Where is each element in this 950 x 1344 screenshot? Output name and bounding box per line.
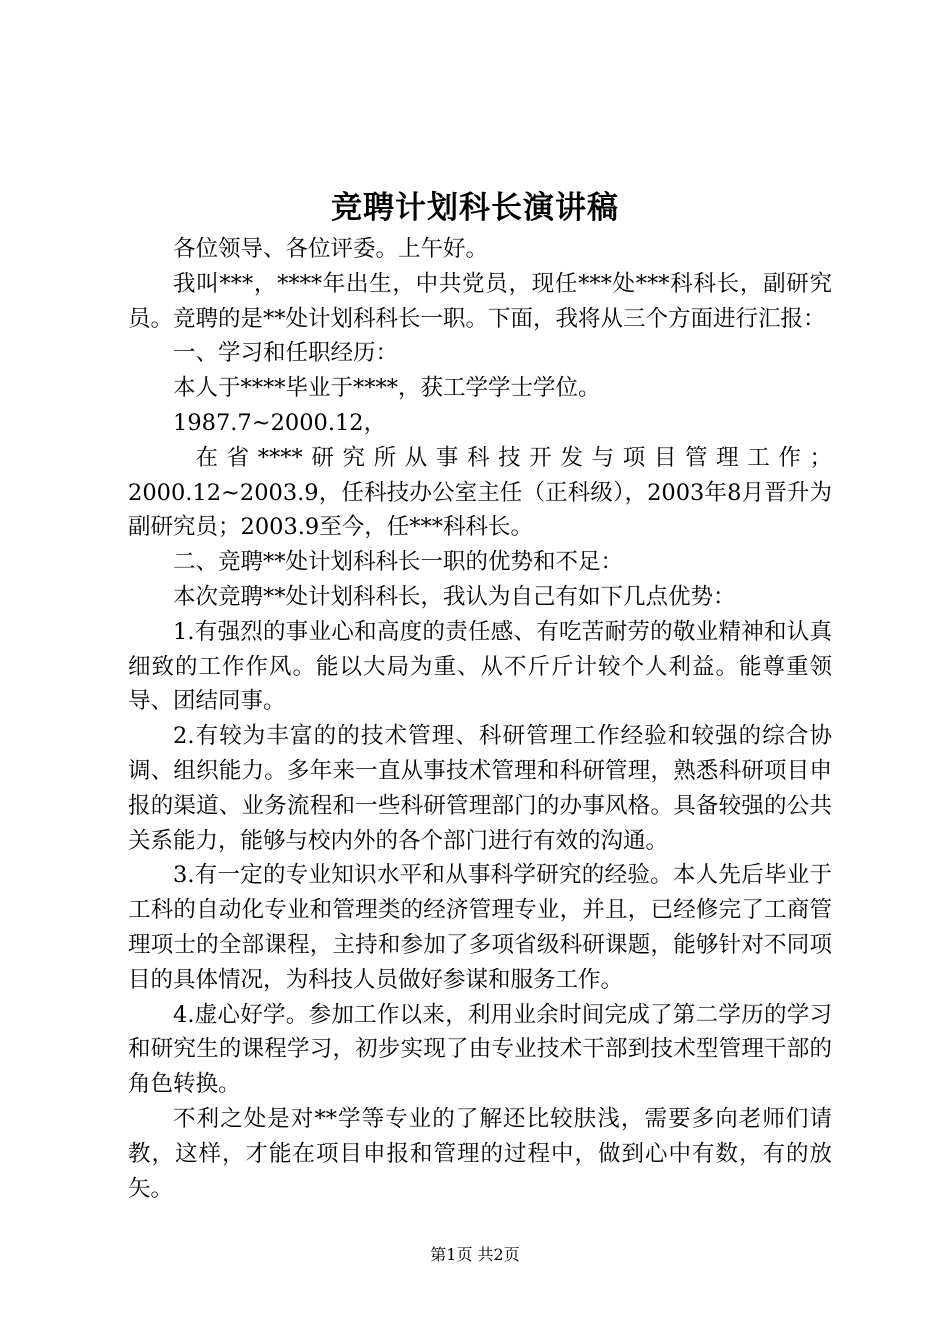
page-indicator: 第1页 共2页 xyxy=(430,1245,520,1264)
document-body xyxy=(128,232,832,1206)
paragraph-greeting: 各位领导、各位评委。上午好。 xyxy=(173,236,489,262)
strength-item-3: 3.有一定的专业知识水平和从事科学研究的经验。本人先后毕业于工科的自动化专业和管理类的经济管理专业，并且，已经修完了工商管理项士的全部课程，主持和参加了多项省级科研课题，能够针对不同项目的具体情况，为科技人员做好参谋和服务工作。 xyxy=(128,862,832,993)
section-heading-strengths: 二、竞聘**处计划科科长一职的优势和不足： xyxy=(173,549,624,576)
section-heading-experience: 一、学习和任职经历： xyxy=(173,340,399,367)
paragraph-education: 本人于****毕业于****，获工学学士学位。 xyxy=(173,375,601,402)
strength-item-1: 1.有强烈的事业心和高度的责任感、有吃苦耐劳的敬业精神和认真细致的工作作风。能以大局为重、从不斤斤计较个人利益。能尊重领导、团结同事。 xyxy=(128,618,832,715)
paragraph-work-history: 在省****研究所从事科技开发与项目管理工作；2000.12~2003.9，任科技办公室主任（正科级），2003年8月晋升为副研究员；2003.9至今，任***科科长。 xyxy=(128,444,832,541)
strength-item-4: 4.虚心好学。参加工作以来，利用业余时间完成了第二学历的学习和研究生的课程学习，初步实现了由专业技术干部到技术型管理干部的角色转换。 xyxy=(128,1001,832,1098)
paragraph-strengths-intro: 本次竞聘**处计划科科长，我认为自己有如下几点优势： xyxy=(173,583,736,610)
paragraph-introduction: 我叫***，****年出生，中共党员，现任***处***科科长，副研究员。竞聘的是**处计划科科长一职。下面，我将从三个方面进行汇报： xyxy=(128,270,832,332)
paragraph-date-range: 1987.7~2000.12， xyxy=(173,409,387,436)
strength-item-2: 2.有较为丰富的的技术管理、科研管理工作经验和较强的综合协调、组织能力。多年来一直从事技术管理和科研管理，熟悉科研项目申报的渠道、业务流程和一些科研管理部门的办事风格。具备较强的公共关系能力，能够与校内外的各个部门进行有效的沟通。 xyxy=(128,723,832,854)
document-title: 竞聘计划科长演讲稿 xyxy=(331,190,619,226)
paragraph-weaknesses: 不利之处是对**学等专业的了解还比较肤浅，需要多向老师们请教，这样，才能在项目申报和管理的过程中，做到心中有数，有的放矢。 xyxy=(128,1105,832,1202)
